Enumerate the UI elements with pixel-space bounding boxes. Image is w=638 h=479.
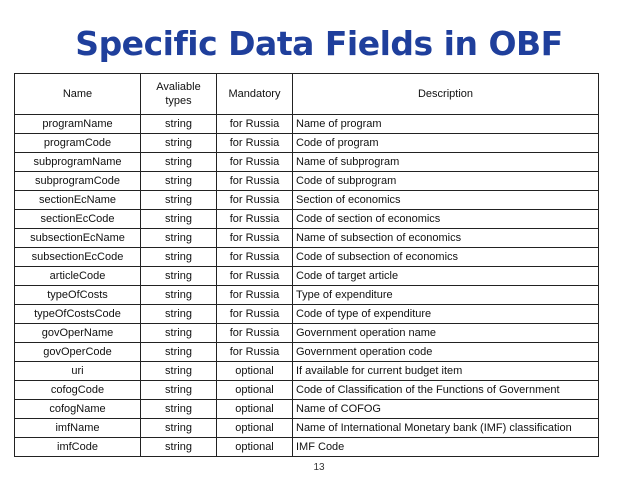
header-name: Name: [15, 74, 141, 115]
cell-type: string: [141, 172, 217, 191]
cell-description: If available for current budget item: [293, 362, 599, 381]
table-row: [15, 381, 599, 400]
page-number: 13: [313, 462, 325, 473]
cell-mandatory: for Russia: [217, 229, 293, 248]
cell-description: Name of program: [293, 115, 599, 134]
cell-description: Code of subsection of economics: [293, 248, 599, 267]
cell-type: string: [141, 210, 217, 229]
cell-description: Code of target article: [293, 267, 599, 286]
cell-type: string: [141, 229, 217, 248]
table-row: [15, 400, 599, 419]
cell-field-name: cofogName: [15, 400, 141, 419]
table-row: [15, 210, 599, 229]
cell-mandatory: optional: [217, 400, 293, 419]
cell-field-name: subsectionEcCode: [15, 248, 141, 267]
cell-description: Code of type of expenditure: [293, 305, 599, 324]
table-row: [15, 324, 599, 343]
table-row: [15, 419, 599, 438]
table-row: [15, 153, 599, 172]
cell-description: Government operation code: [293, 343, 599, 362]
cell-type: string: [141, 343, 217, 362]
table-row: [15, 267, 599, 286]
cell-description: Code of Classification of the Functions of Government: [293, 381, 599, 400]
cell-type: string: [141, 134, 217, 153]
cell-field-name: cofogCode: [15, 381, 141, 400]
table-row: [15, 362, 599, 381]
data-fields-table: [14, 73, 599, 457]
cell-field-name: subprogramName: [15, 153, 141, 172]
cell-mandatory: for Russia: [217, 286, 293, 305]
cell-field-name: sectionEcName: [15, 191, 141, 210]
table-row: [15, 134, 599, 153]
cell-type: string: [141, 286, 217, 305]
cell-description: IMF Code: [293, 438, 599, 457]
header-mandatory: Mandatory: [217, 74, 293, 115]
table-row: [15, 172, 599, 191]
cell-mandatory: for Russia: [217, 343, 293, 362]
cell-description: Code of subprogram: [293, 172, 599, 191]
cell-description: Type of expenditure: [293, 286, 599, 305]
cell-type: string: [141, 191, 217, 210]
cell-field-name: programName: [15, 115, 141, 134]
table-row: [15, 343, 599, 362]
cell-field-name: imfCode: [15, 438, 141, 457]
cell-mandatory: optional: [217, 362, 293, 381]
cell-description: Name of COFOG: [293, 400, 599, 419]
table-row: [15, 248, 599, 267]
table-row: [15, 229, 599, 248]
header-available-types: Avaliable types: [141, 74, 217, 115]
cell-description: Name of subprogram: [293, 153, 599, 172]
cell-type: string: [141, 419, 217, 438]
table-row: [15, 191, 599, 210]
cell-type: string: [141, 153, 217, 172]
cell-description: Name of International Monetary bank (IMF) classification: [293, 419, 599, 438]
cell-mandatory: for Russia: [217, 191, 293, 210]
cell-type: string: [141, 115, 217, 134]
cell-type: string: [141, 362, 217, 381]
cell-field-name: subsectionEcName: [15, 229, 141, 248]
table-row: [15, 115, 599, 134]
cell-description: Name of subsection of economics: [293, 229, 599, 248]
cell-field-name: typeOfCostsCode: [15, 305, 141, 324]
cell-mandatory: for Russia: [217, 172, 293, 191]
cell-field-name: uri: [15, 362, 141, 381]
cell-type: string: [141, 248, 217, 267]
cell-mandatory: optional: [217, 438, 293, 457]
cell-field-name: govOperName: [15, 324, 141, 343]
header-description: Description: [293, 74, 599, 115]
cell-description: Section of economics: [293, 191, 599, 210]
cell-description: Government operation name: [293, 324, 599, 343]
cell-mandatory: optional: [217, 419, 293, 438]
cell-mandatory: for Russia: [217, 267, 293, 286]
cell-mandatory: optional: [217, 381, 293, 400]
cell-mandatory: for Russia: [217, 134, 293, 153]
cell-field-name: articleCode: [15, 267, 141, 286]
slide-title: Specific Data Fields in OBF: [75, 24, 563, 63]
table-header-row: [15, 74, 599, 115]
cell-mandatory: for Russia: [217, 305, 293, 324]
cell-mandatory: for Russia: [217, 248, 293, 267]
table-row: [15, 438, 599, 457]
cell-field-name: imfName: [15, 419, 141, 438]
cell-field-name: subprogramCode: [15, 172, 141, 191]
cell-type: string: [141, 324, 217, 343]
table-body: [15, 115, 599, 457]
cell-mandatory: for Russia: [217, 115, 293, 134]
cell-type: string: [141, 381, 217, 400]
cell-description: Code of program: [293, 134, 599, 153]
cell-mandatory: for Russia: [217, 153, 293, 172]
cell-type: string: [141, 438, 217, 457]
cell-field-name: programCode: [15, 134, 141, 153]
cell-description: Code of section of economics: [293, 210, 599, 229]
table-row: [15, 286, 599, 305]
cell-field-name: sectionEcCode: [15, 210, 141, 229]
cell-type: string: [141, 400, 217, 419]
cell-type: string: [141, 305, 217, 324]
table-row: [15, 305, 599, 324]
cell-mandatory: for Russia: [217, 324, 293, 343]
cell-field-name: govOperCode: [15, 343, 141, 362]
cell-field-name: typeOfCosts: [15, 286, 141, 305]
cell-type: string: [141, 267, 217, 286]
cell-mandatory: for Russia: [217, 210, 293, 229]
